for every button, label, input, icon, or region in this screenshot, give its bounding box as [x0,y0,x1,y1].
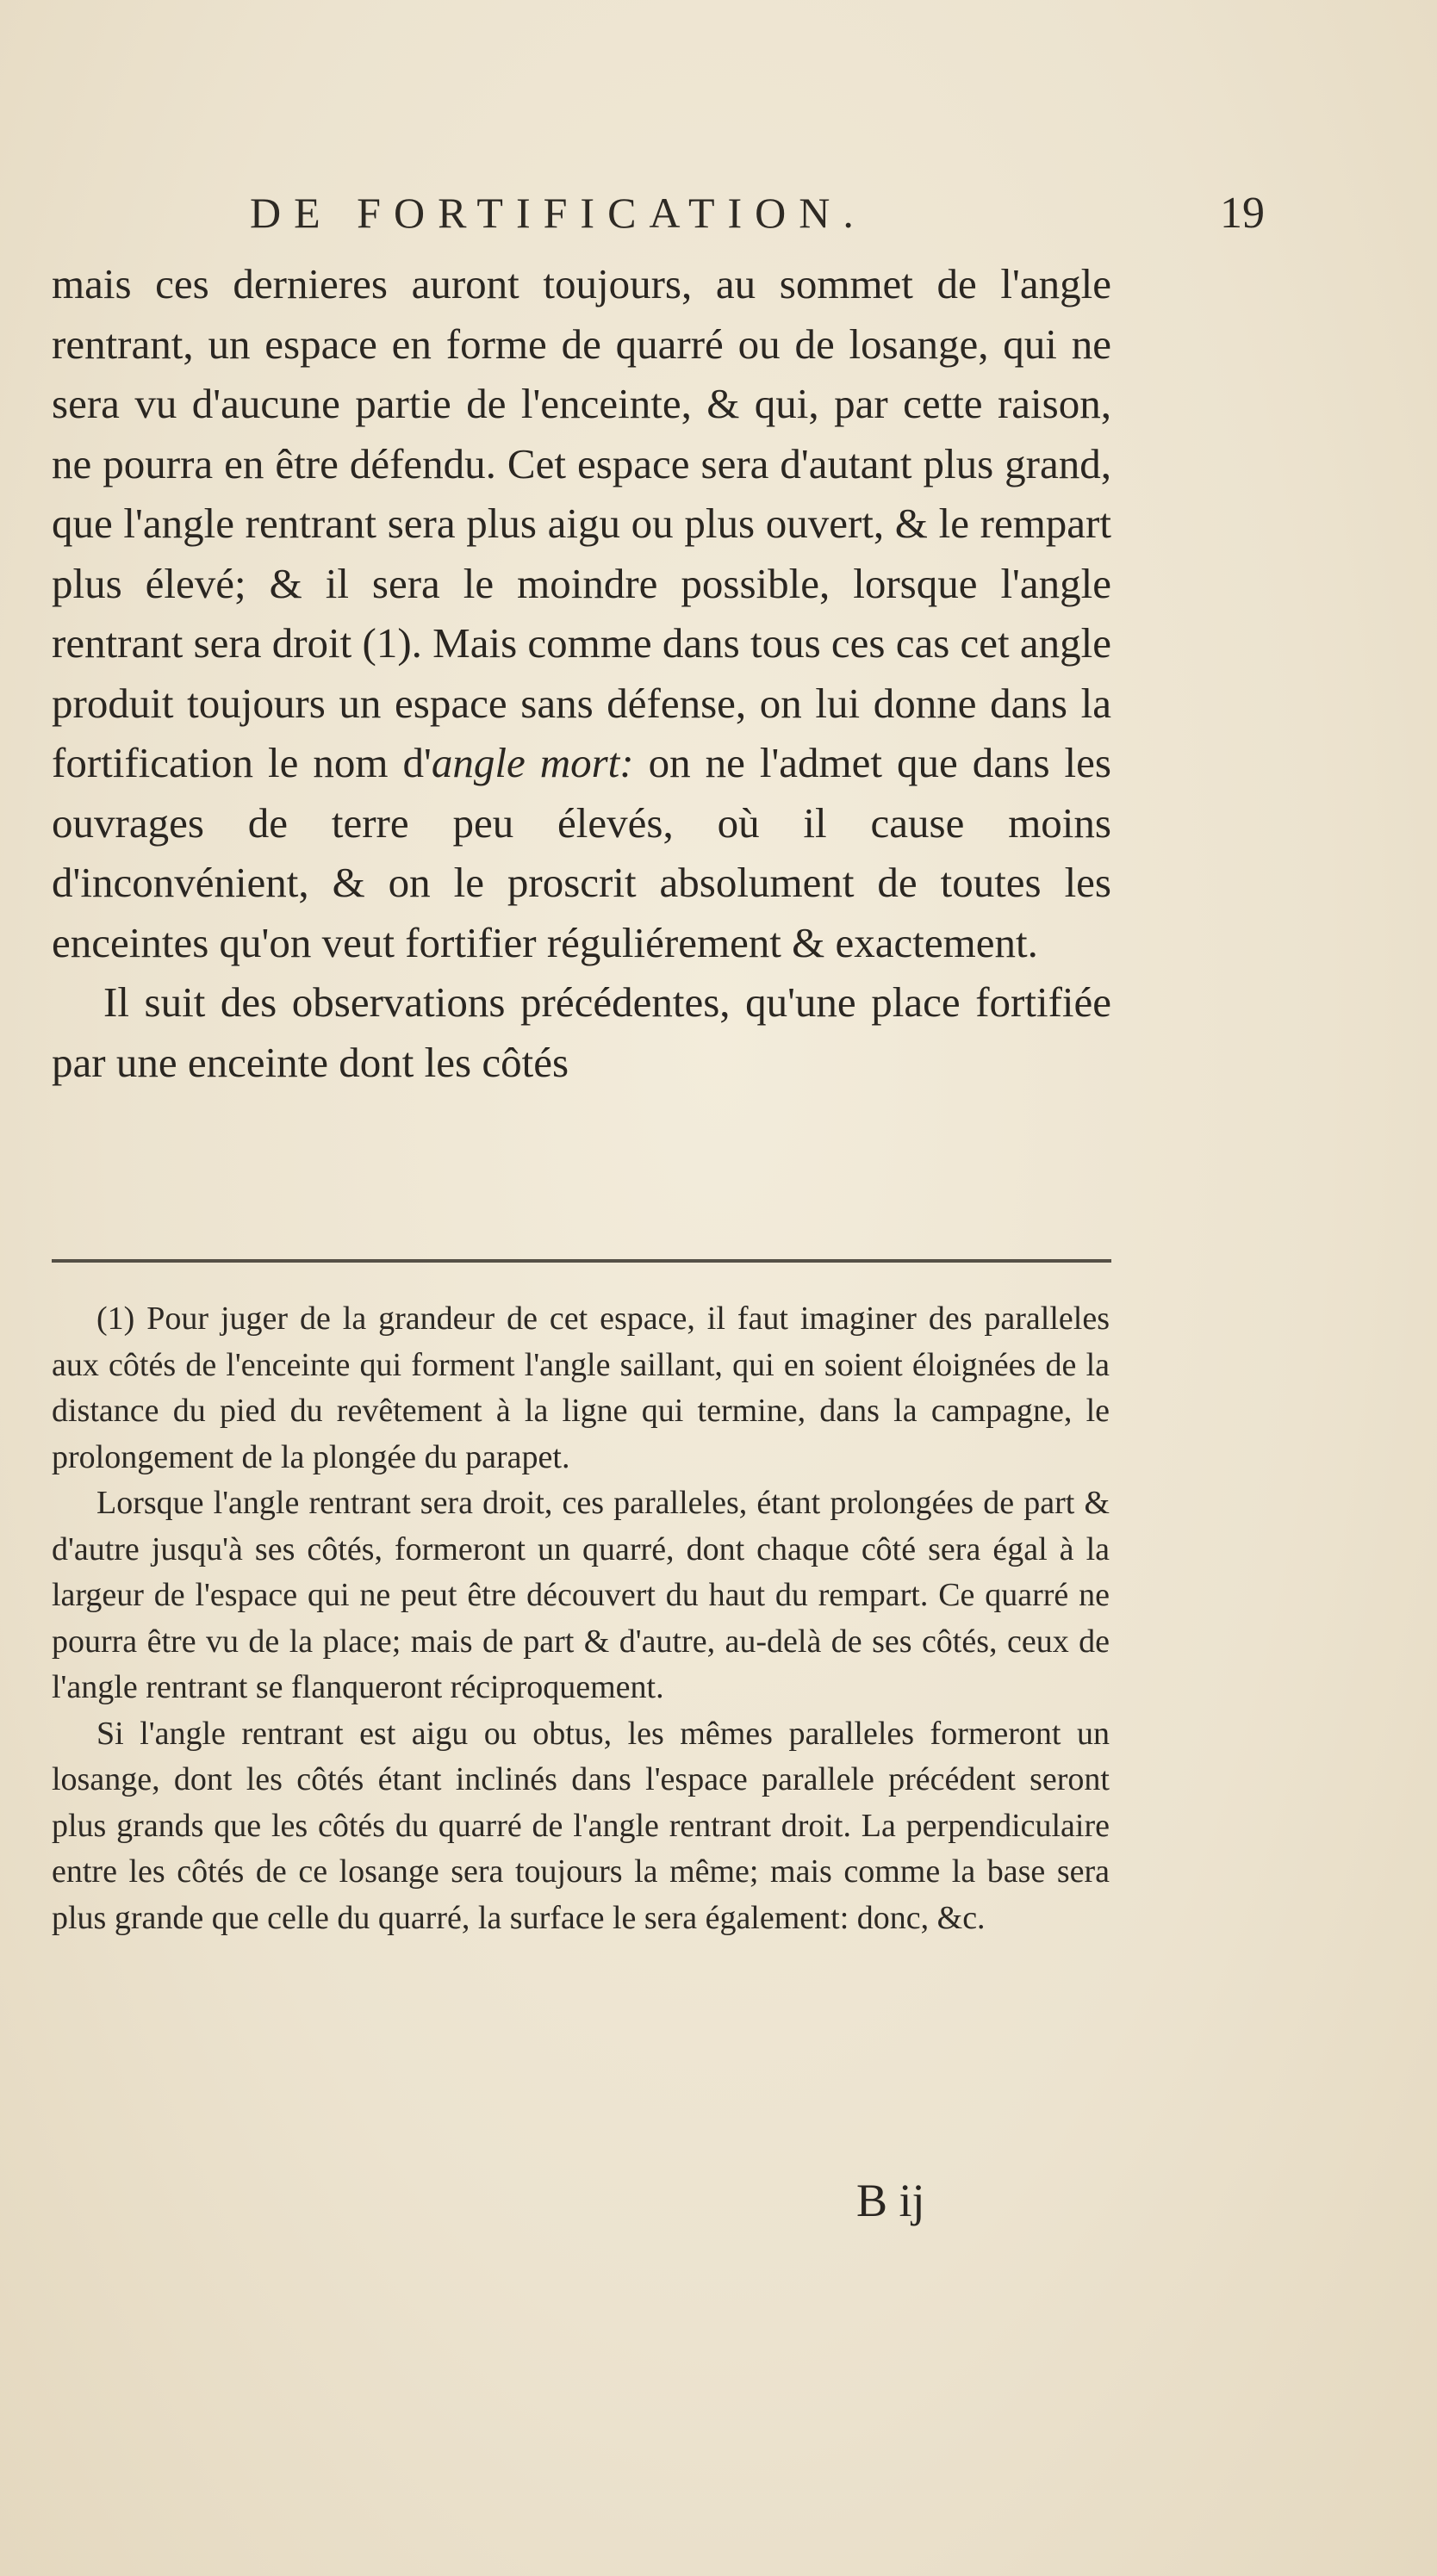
footnote-paragraph-2: Lorsque l'angle rentrant sera droit, ces paralleles, étant prolongées de part & d'autre jusqu'à ses côtés, formeront un quarré, dont chaque côté sera égal à la largeur de l'espace qui ne peut être découvert du haut du rempart. Ce quarré ne pourra être vu de la place; mais de part & d'autre, au-delà de ses côtés, ceux de l'angle rentrant se flanqueront réciproquement. [52,1485,1110,1705]
paragraph-1-text-a: mais ces dernieres auront toujours, au sommet de l'angle rentrant, un espace en forme de quarré ou de losange, qui ne sera vu d'aucune partie de l'enceinte, & qui, par cette raison, ne pourra en être défendu. Cet espace sera d'autant plus grand, que l'angle rentrant sera plus aigu ou plus ouvert, & le rempart plus élevé; & il sera le moindre possible, lorsque l'angle rentrant sera droit (1). Mais comme dans tous ces cas cet angle produit toujours un espace sans défense, on lui donne dans la fortification le nom d' [52,260,1112,786]
page-header [250,188,1265,248]
paragraph-1 [52,254,1111,972]
italic-term: angle mort: [431,739,634,786]
footnote-divider [52,1259,1111,1263]
signature-mark: B ij [856,2175,925,2226]
footnote [52,1296,1110,1941]
page-number: 19 [1220,189,1265,238]
footnote-paragraph-3: Si l'angle rentrant est aigu ou obtus, les mêmes paralleles formeront un losange, dont les côtés étant inclinés dans l'espace parallele précédent seront plus grands que les côtés du quarré de l'angle rentrant droit. La perpendiculaire entre les côtés de ce losange sera toujours la même; mais comme la base sera plus grande que celle du quarré, la surface le sera également: donc, &c. [52,1715,1110,1936]
main-text [52,254,1111,1092]
paragraph-2: Il suit des observations précédentes, qu'une place fortifiée par une enceinte dont les côtés [52,978,1111,1086]
footnote-paragraph-1: (1) Pour juger de la grandeur de cet espace, il faut imaginer des paralleles aux côtés de l'enceinte qui forment l'angle saillant, qui en soient éloignées de la distance du pied du revêtement à la ligne qui termine, dans la campagne, le prolongement de la plongée du parapet. [52,1300,1110,1475]
running-head: DE FORTIFICATION. [250,189,867,237]
paragraph-1-text-b: on ne l'admet que dans les ouvrages de terre peu élevés, où il cause moins d'inconvénient, & on le proscrit absolument de toutes les enceintes qu'on veut fortifier réguliérement & exactement. [52,739,1111,966]
